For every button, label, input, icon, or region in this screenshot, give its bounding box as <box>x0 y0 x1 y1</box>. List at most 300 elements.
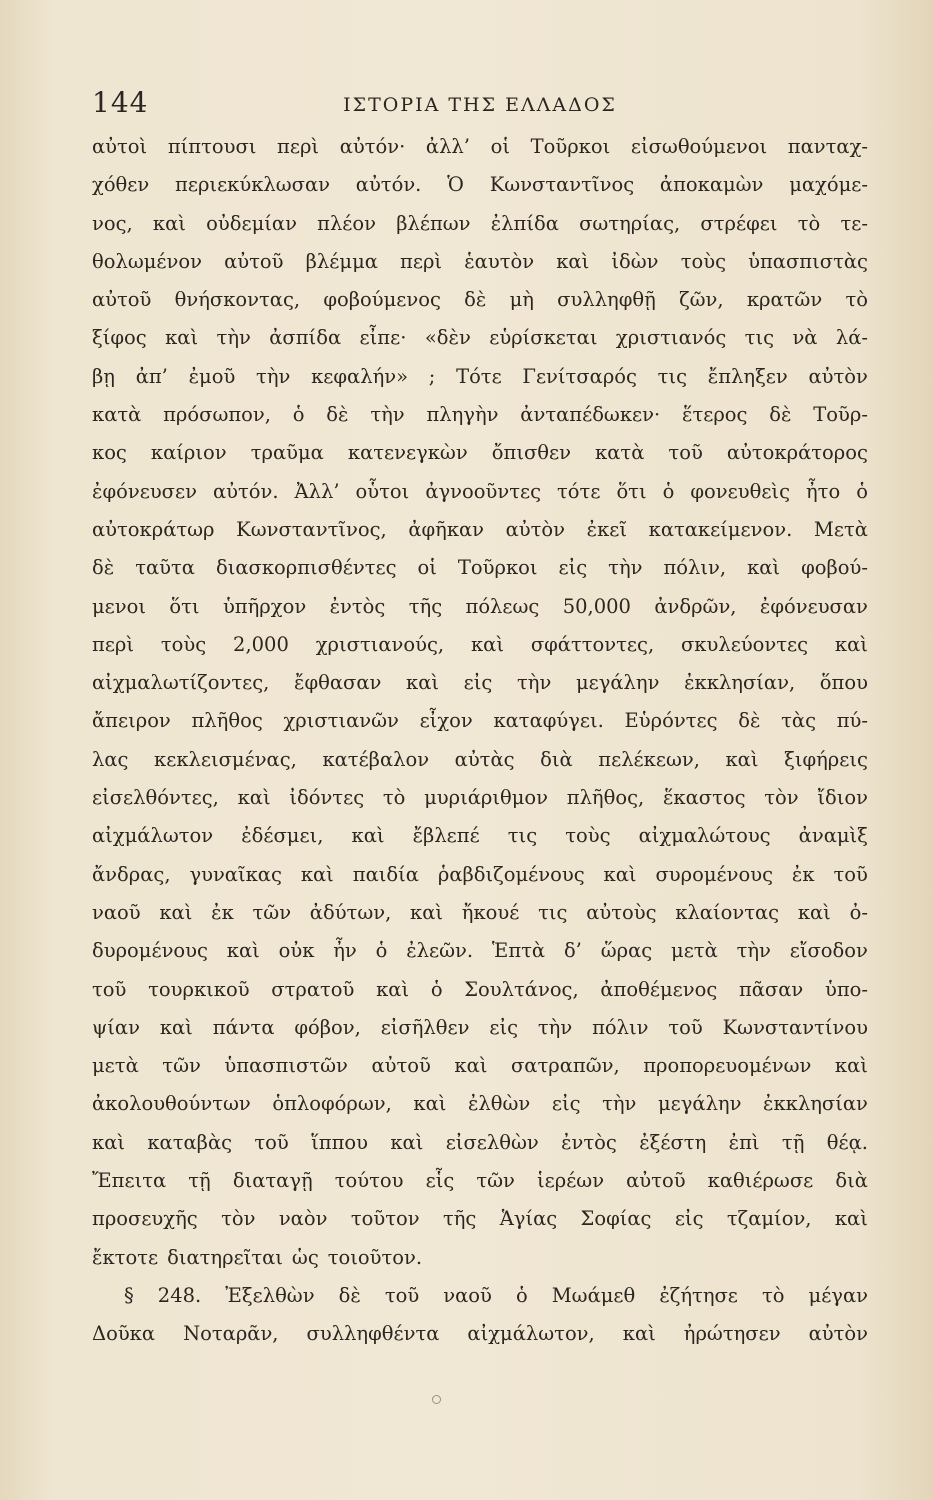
word: ἐκ <box>211 900 234 924</box>
word: εἰσελθὼν <box>445 1130 539 1154</box>
word: τὸ <box>382 786 406 810</box>
word: αὐτόν. <box>212 479 279 503</box>
word: ἐλθὼν <box>467 1092 531 1116</box>
word: χόθεν <box>92 173 150 197</box>
word: 2,000 <box>233 632 289 656</box>
word: ὑπασπιστὰς <box>748 249 868 273</box>
word: ἐζήτησε <box>659 1283 738 1307</box>
word: Κωνσταντίνου <box>722 1015 868 1039</box>
word: Νοταρᾶν, <box>183 1322 279 1346</box>
word: ψίαν <box>92 1015 140 1039</box>
word: ἔπληξεν <box>707 364 788 388</box>
text-line <box>92 396 868 434</box>
word: καὶ <box>159 1015 193 1039</box>
word: τὴν <box>370 403 405 427</box>
word: Μετὰ <box>813 517 868 541</box>
word: καὶ <box>413 1092 447 1116</box>
word: ἀπ’ <box>135 364 168 388</box>
word: αὐτόν· <box>339 135 406 158</box>
word: πλῆθος, <box>566 786 645 810</box>
text-line <box>92 281 868 319</box>
word: τις <box>657 364 688 388</box>
word: ὀ- <box>849 900 868 924</box>
word: συρομένους <box>655 862 773 886</box>
word: Ὁ <box>447 173 464 197</box>
word: ἐντὸς <box>561 1130 617 1154</box>
word: κατὰ <box>595 441 645 465</box>
word: πίπτουσι <box>167 135 257 158</box>
word: πληγὴν <box>426 403 499 427</box>
text-line <box>92 511 868 549</box>
text-line <box>92 664 868 702</box>
word: Εὑρόντες <box>624 709 718 733</box>
word: αὐτοκράτωρ <box>92 517 215 541</box>
text-line <box>92 626 868 664</box>
word: τοῦ <box>833 862 868 886</box>
word: καὶ <box>390 1130 424 1154</box>
word: κεκλεισμένας, <box>154 747 297 771</box>
word: ἀκολουθούντων <box>92 1092 251 1116</box>
word: ἐδέσμει, <box>241 824 324 848</box>
word: πελέκεων, <box>598 747 700 771</box>
word: πλῆθος <box>191 709 263 733</box>
word: φοβού- <box>801 556 868 580</box>
word: καὶ <box>797 900 831 924</box>
word: οἱ <box>490 135 510 158</box>
word: δ’ <box>563 939 582 963</box>
word: ἐξέστη <box>639 1130 707 1154</box>
word: δὲ <box>464 288 487 312</box>
word: τὸ <box>845 288 868 312</box>
word: πλέον <box>317 211 376 235</box>
word: ἦτο <box>806 479 841 503</box>
word: τοῦ <box>384 1283 420 1307</box>
page-number: 144 <box>92 86 149 119</box>
word: αὐτὸν <box>505 517 566 541</box>
word: ἐντὸς <box>329 594 386 618</box>
word: καὶ <box>725 747 759 771</box>
word: ἀφῆκαν <box>408 517 485 541</box>
word: φόβον, <box>294 1015 361 1039</box>
word: τὴν <box>608 556 643 580</box>
word: ἴδιον <box>817 786 868 810</box>
word: περὶ <box>277 135 320 158</box>
word: ἐφόνευσεν <box>92 479 197 503</box>
word: ἐκ <box>791 862 815 886</box>
text-line <box>92 1085 868 1123</box>
word: ὁ <box>375 939 388 963</box>
word: θολωμένον <box>92 249 202 273</box>
word: τοῦ <box>254 1130 289 1154</box>
word: καὶ <box>454 1054 488 1078</box>
word: καὶ <box>165 326 199 350</box>
word: δὲ <box>738 709 761 733</box>
word: καὶ <box>410 900 444 924</box>
word: εἰς <box>551 1092 581 1116</box>
word: εἰς <box>489 1015 519 1039</box>
word: Μωάμεθ <box>551 1283 636 1307</box>
word: ἠρώτησεν <box>683 1322 781 1346</box>
word: Ἑπτὰ <box>491 939 546 963</box>
word: φονευθεὶς <box>690 479 790 503</box>
word: αὐτοῦ <box>92 288 152 312</box>
word: τις <box>744 326 775 350</box>
word: ὅπου <box>819 671 868 695</box>
word: θνήσκοντας, <box>174 288 301 312</box>
word: ἵππου <box>311 1130 368 1154</box>
text-line <box>92 1277 868 1315</box>
word: καὶ <box>470 632 504 656</box>
word: ξίφος <box>92 326 147 350</box>
word: κατενεγκὼν <box>347 441 468 465</box>
word: βῃ <box>92 364 115 388</box>
word: σφάττοντες, <box>530 632 655 656</box>
text-line <box>92 473 868 511</box>
word: στρέφει <box>700 211 778 235</box>
word: ὥρας <box>600 939 653 963</box>
word: εἷς <box>425 1169 455 1193</box>
word: τὴν <box>736 939 771 963</box>
word: δὲ <box>769 403 792 427</box>
word: μετὰ <box>92 1054 139 1078</box>
word: ζῶν, <box>679 288 724 312</box>
text-line <box>92 779 868 817</box>
word: ἐκεῖ <box>586 517 628 541</box>
word: τοιοῦτον. <box>327 1245 423 1269</box>
word: διαταγῇ <box>232 1169 313 1193</box>
text-line <box>92 128 868 166</box>
word: χριστιανός <box>615 326 727 350</box>
word: Γενίτσαρός <box>522 364 637 388</box>
word: ἦν <box>333 939 357 963</box>
word: ἰδὼν <box>611 249 659 273</box>
word: ὁ <box>292 403 305 427</box>
word: ἐλεῶν. <box>406 939 474 963</box>
word: τὸν <box>764 786 799 810</box>
word: κος <box>92 441 127 465</box>
word: περὶ <box>92 632 135 656</box>
word: καὶ <box>226 939 260 963</box>
word: παιδία <box>352 862 419 886</box>
word: μαχόμε- <box>789 173 868 197</box>
word: οὐκ <box>278 939 315 963</box>
word: θέᾳ. <box>826 1130 868 1154</box>
word: αὐτοὺς <box>586 900 657 924</box>
word: αἰχμαλώτους <box>638 824 771 848</box>
text-line <box>92 1124 868 1162</box>
word: αὐτὸν <box>808 364 868 388</box>
word: ἀλλ’ <box>425 135 470 158</box>
word: ὁ <box>856 479 868 503</box>
word: ὅτι <box>616 479 647 503</box>
word: καὶ <box>834 1054 868 1078</box>
word: καὶ <box>159 900 193 924</box>
word: μενοι <box>92 594 147 618</box>
word: σατραπῶν, <box>510 1054 620 1078</box>
word: ὁ <box>430 977 443 1001</box>
word: τραῦμα <box>250 441 324 465</box>
word: βλέμμα <box>305 249 378 273</box>
word: δὲ <box>326 403 349 427</box>
word: τοῦ <box>668 441 703 465</box>
word: τοὺς <box>680 249 726 273</box>
word: τότε <box>557 479 601 503</box>
word: πανταχ- <box>787 135 868 158</box>
word: ἀναμὶξ <box>798 824 868 848</box>
word: τὴν <box>256 364 291 388</box>
word: «δὲν <box>424 326 471 350</box>
word: καὶ <box>300 862 334 886</box>
word: τῆς <box>408 594 443 618</box>
word: αὐτοῦ <box>371 1054 431 1078</box>
word: τὴν <box>537 1015 573 1039</box>
word: τις <box>538 900 568 924</box>
word: τῶν <box>252 900 292 924</box>
word: προσευχῆς <box>92 1207 198 1231</box>
word: τὸ <box>761 1283 785 1307</box>
word: τῶν <box>476 1169 515 1193</box>
word: καὶ <box>622 1322 656 1346</box>
word: σωτηρίας, <box>579 211 681 235</box>
word: δὲ <box>92 556 115 580</box>
word: χριστιανῶν <box>283 709 399 733</box>
word: καὶ <box>556 249 590 273</box>
word: Τοῦρκοι <box>530 135 611 158</box>
word: ἄνδρας, <box>92 862 171 886</box>
word: τὴν <box>602 1092 637 1116</box>
word: μεγάλην <box>575 671 660 695</box>
word: ῥαβδιζομένους <box>437 862 585 886</box>
word: εἰς <box>674 1207 704 1231</box>
word: κρατῶν <box>746 288 823 312</box>
word: ἀσπίδα <box>269 326 342 350</box>
word: αὐτόν. <box>355 173 422 197</box>
word: τῶν <box>162 1054 201 1078</box>
word: καὶ <box>406 671 440 695</box>
word: ὡς <box>291 1245 319 1269</box>
word: ; <box>428 364 436 388</box>
word: Κωνσταντῖνος <box>489 173 635 197</box>
text-line <box>92 549 868 587</box>
word: κατέβαλον <box>322 747 430 771</box>
word: ἰδόντες <box>289 786 365 810</box>
word: τούτου <box>334 1169 404 1193</box>
word: τοῦτον <box>350 1207 420 1231</box>
word: τὰς <box>781 709 816 733</box>
word: ὅτι <box>169 594 200 618</box>
word: εὑρίσκεται <box>489 326 598 350</box>
word: Κωνσταντῖνος, <box>236 517 387 541</box>
word: τὴν <box>516 671 552 695</box>
word: στρατοῦ <box>271 977 355 1001</box>
word: αὐτὸν <box>808 1322 868 1346</box>
word: καὶ <box>376 977 410 1001</box>
word: βλέπων <box>396 211 471 235</box>
word: λας <box>92 747 129 771</box>
word: πύ- <box>836 709 868 733</box>
word: εἴσοδον <box>789 939 868 963</box>
word: αἰχμαλωτίζοντες, <box>92 671 270 695</box>
word: ἕτερος <box>681 403 748 427</box>
word: ναὸν <box>278 1207 328 1231</box>
word: ἔβλεπέ <box>412 824 480 848</box>
word: ναοῦ <box>92 900 141 924</box>
word: ὁπλοφόρων, <box>272 1092 392 1116</box>
word: Σουλτάνος, <box>464 977 579 1001</box>
word: ἀποκαμὼν <box>659 173 764 197</box>
text-line <box>92 434 868 472</box>
word: Τοῦρκοι <box>457 556 538 580</box>
word: δυρομένους <box>92 939 208 963</box>
word: ταῦτα <box>135 556 195 580</box>
word: τοὺς <box>160 632 207 656</box>
word: Ἔπειτα <box>92 1169 167 1193</box>
word: ἀδύτων, <box>309 900 392 924</box>
word: γυναῖκας <box>189 862 282 886</box>
word: λά- <box>835 326 868 350</box>
word: εἰσελθόντες, <box>92 786 219 810</box>
text-line <box>92 702 868 740</box>
word: ἄπειρον <box>92 709 171 733</box>
word: καταβὰς <box>147 1130 233 1154</box>
word: ὁ <box>515 1283 528 1307</box>
word: πᾶσαν <box>738 977 804 1001</box>
text-line <box>92 971 868 1009</box>
word: ἕκαστος <box>662 786 746 810</box>
word: εἶχον <box>419 709 473 733</box>
word: αὐτοῦ <box>224 249 284 273</box>
word: χριστιανούς, <box>315 632 445 656</box>
word: ἐκκλησίαν <box>763 1092 868 1116</box>
word: συλληφθέντα <box>306 1322 440 1346</box>
text-line <box>92 1200 868 1238</box>
word: ἑαυτὸν <box>464 249 535 273</box>
word: περὶ <box>400 249 443 273</box>
word: ἀνδρῶν, <box>654 594 737 618</box>
text-line <box>92 358 868 396</box>
word: πρόσωπον, <box>163 403 271 427</box>
word: περιεκύκλωσαν <box>175 173 330 197</box>
word: καὶ <box>351 824 385 848</box>
word: ὑπο- <box>824 977 868 1001</box>
word: καὶ <box>747 556 781 580</box>
word: φοβούμενος <box>323 288 441 312</box>
text-line <box>92 817 868 855</box>
word: κεφαλήν» <box>311 364 409 388</box>
word: τοὺς <box>565 824 611 848</box>
word: καὶ <box>237 786 271 810</box>
word: νος, <box>92 211 133 235</box>
word: τζαμίον, <box>726 1207 812 1231</box>
word: οἱ <box>417 556 437 580</box>
word: καίριον <box>150 441 227 465</box>
word: αὐτοὶ <box>92 135 148 158</box>
word: διὰ <box>540 747 573 771</box>
text-line <box>92 1315 868 1353</box>
text-line <box>92 243 868 281</box>
word: εἰσῆλθεν <box>380 1015 470 1039</box>
word: καὶ <box>603 862 637 886</box>
word: κατὰ <box>92 403 142 427</box>
word: καταφύγει. <box>493 709 604 733</box>
text-line <box>92 1047 868 1085</box>
word: ἀνταπέδωκεν· <box>520 403 661 427</box>
word: Τοῦρ- <box>813 403 868 427</box>
word: τις <box>507 824 538 848</box>
word: τῇ <box>781 1130 805 1154</box>
word: Τότε <box>456 364 502 388</box>
word: αἰχμάλωτον, <box>467 1322 595 1346</box>
word: ναοῦ <box>443 1283 492 1307</box>
body-text <box>92 128 868 1354</box>
word: δὲ <box>338 1283 361 1307</box>
word: τὸν <box>221 1207 256 1231</box>
word: εἰσωθούμενοι <box>630 135 768 158</box>
text-line <box>92 856 868 894</box>
text-line <box>92 166 868 204</box>
word: τῆς <box>442 1207 477 1231</box>
word: τε- <box>840 211 868 235</box>
word: ἐκκλησίαν, <box>684 671 796 695</box>
word: ἀποθέμενος <box>600 977 718 1001</box>
word: διατηρεῖται <box>167 1245 283 1269</box>
word: οὐδεμίαν <box>206 211 297 235</box>
word: τουρκικοῦ <box>148 977 250 1001</box>
word: ἐπὶ <box>728 1130 760 1154</box>
word: πόλιν <box>592 1015 649 1039</box>
word: ἔφθασαν <box>293 671 382 695</box>
text-line <box>92 1009 868 1047</box>
text-line <box>92 205 868 243</box>
printer-mark <box>432 1395 441 1404</box>
text-line <box>92 741 868 779</box>
text-line <box>92 1239 868 1277</box>
word: μὴ <box>509 288 534 312</box>
word: κατακείμενον. <box>648 517 793 541</box>
word: ἐφόνευσαν <box>759 594 868 618</box>
word: καθιέρωσε <box>707 1169 814 1193</box>
word: τῇ <box>188 1169 211 1193</box>
word: οὗτοι <box>355 479 410 503</box>
word: τὴν <box>216 326 251 350</box>
word: αὐτοκράτορος <box>726 441 868 465</box>
word: 248. <box>157 1283 202 1307</box>
word: ὄπισθεν <box>491 441 571 465</box>
word: διὰ <box>835 1169 868 1193</box>
word: τὸ <box>797 211 821 235</box>
text-line <box>92 932 868 970</box>
word: αὐτοῦ <box>626 1169 686 1193</box>
word: εἰς <box>463 671 493 695</box>
word: Σοφίας <box>580 1207 652 1231</box>
word: Ἁγίας <box>499 1207 558 1231</box>
word: § <box>124 1283 134 1307</box>
running-title: ΙΣΤΟΡΙΑ ΤΗΣ ΕΛΛΑΔΟΣ <box>343 94 617 116</box>
word: πάντα <box>212 1015 275 1039</box>
word: ἐλπίδα <box>490 211 559 235</box>
running-head <box>92 84 868 124</box>
word: καὶ <box>92 1130 126 1154</box>
word: αἰχμάλωτον <box>92 824 214 848</box>
word: μετὰ <box>671 939 718 963</box>
text-line <box>92 588 868 626</box>
word: Δοῦκα <box>92 1322 156 1346</box>
word: καὶ <box>152 211 186 235</box>
word: μεγάλην <box>657 1092 742 1116</box>
word: πόλιν, <box>663 556 727 580</box>
word: ἤκουέ <box>461 900 520 924</box>
word: διασκορπισθέντες <box>215 556 397 580</box>
